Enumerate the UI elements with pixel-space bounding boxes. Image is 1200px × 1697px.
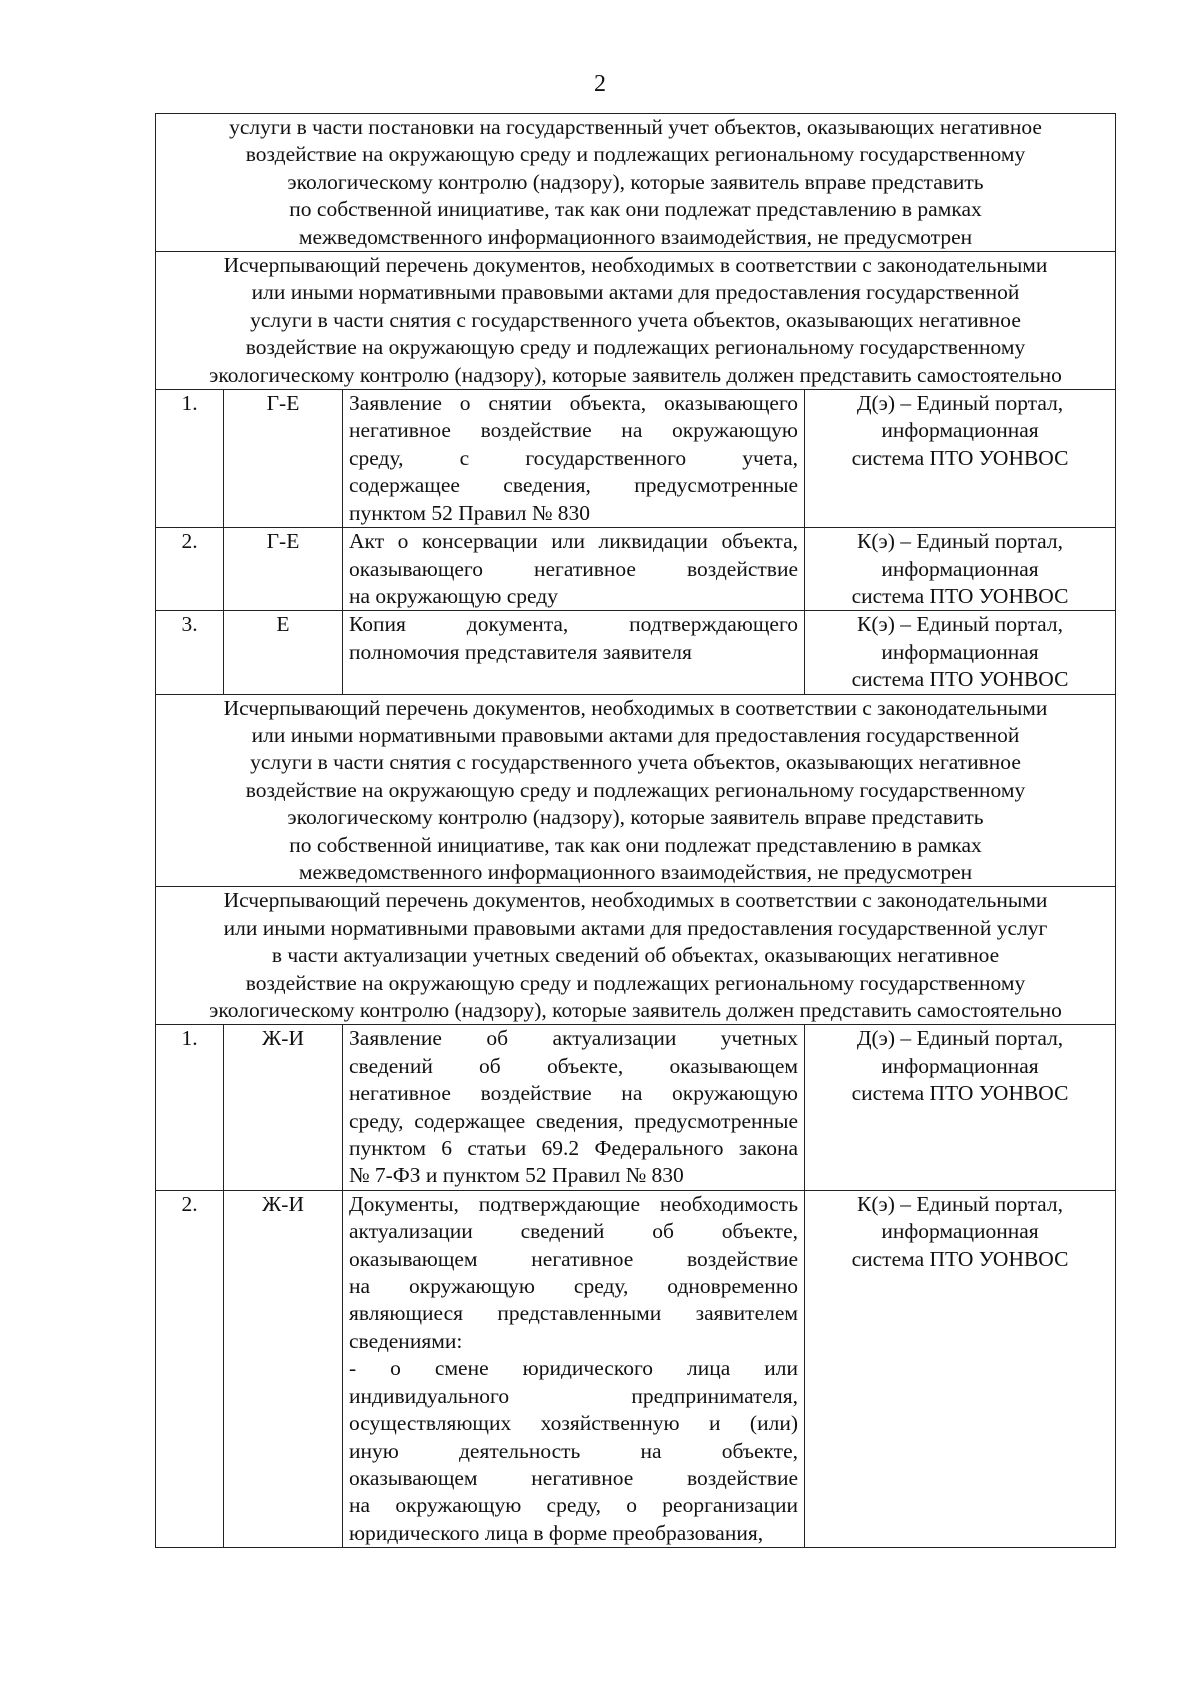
description-line: Заявление об актуализации учетных bbox=[349, 1026, 798, 1051]
description-line: пунктом 52 Правил № 830 bbox=[349, 500, 590, 525]
description-line: юридического лица в форме преобразования, bbox=[349, 1520, 764, 1545]
description-line: пунктом 6 статьи 69.2 Федерального закона bbox=[349, 1136, 798, 1161]
section-header-line: экологическому контролю (надзору), которые заявитель вправе представить bbox=[287, 805, 984, 830]
section-header-line: воздействие на окружающую среду и подлежащих региональному государственному bbox=[245, 777, 1026, 802]
source-line: К(э) – Единый портал, bbox=[857, 529, 1064, 554]
section-header-line: межведомственного информационного взаимодействия, не предусмотрен bbox=[298, 859, 973, 884]
row-code: Е bbox=[224, 611, 343, 694]
description-line: Акт о консервации или ликвидации объекта, bbox=[349, 529, 798, 554]
section-header-line: по собственной инициативе, так как они подлежат представлению в рамках bbox=[289, 197, 982, 222]
source-line: информационная bbox=[881, 639, 1039, 664]
source-line: система ПТО УОНВОС bbox=[851, 1081, 1069, 1106]
source-line: система ПТО УОНВОС bbox=[851, 583, 1069, 608]
section-header-line: или иными нормативными правовыми актами для предоставления государственной bbox=[251, 280, 1020, 305]
source-line: К(э) – Единый портал, bbox=[857, 1191, 1064, 1216]
description-line: являющиеся представленными заявителем bbox=[349, 1301, 798, 1326]
source-line: информационная bbox=[881, 1053, 1039, 1078]
row-source bbox=[805, 1025, 1116, 1190]
row-number: 1. bbox=[156, 1025, 224, 1190]
description-line: оказывающего негативное воздействие bbox=[349, 556, 798, 581]
source-line: информационная bbox=[881, 418, 1039, 443]
description-line: осуществляющих хозяйственную и (или) bbox=[349, 1411, 798, 1436]
source-line: информационная bbox=[881, 556, 1039, 581]
description-line: сведениями: bbox=[349, 1328, 463, 1353]
description-line: актуализации сведений об объекте, bbox=[349, 1219, 798, 1244]
section-header bbox=[156, 114, 1116, 252]
row-code: Ж-И bbox=[224, 1025, 343, 1190]
description-line: Копия документа, подтверждающего bbox=[349, 612, 798, 637]
description-line: полномочия представителя заявителя bbox=[349, 639, 692, 664]
section-header bbox=[156, 694, 1116, 887]
description-line: сведений об объекте, оказывающем bbox=[349, 1053, 798, 1078]
source-line: Д(э) – Единый портал, bbox=[856, 1026, 1064, 1051]
section-header bbox=[156, 252, 1116, 390]
row-number: 1. bbox=[156, 390, 224, 528]
description-line: негативное воздействие на окружающую bbox=[349, 1081, 798, 1106]
row-source bbox=[805, 1190, 1116, 1547]
section-header-row bbox=[156, 887, 1116, 1025]
description-line: негативное воздействие на окружающую bbox=[349, 418, 798, 443]
documents-table-body bbox=[156, 114, 1116, 1548]
table-row bbox=[156, 528, 1116, 611]
section-header-line: или иными нормативными правовыми актами для предоставления государственной услуг bbox=[223, 915, 1048, 940]
section-header-row bbox=[156, 114, 1116, 252]
section-header-line: услуги в части постановки на государственный учет объектов, оказывающих негативное bbox=[229, 115, 1042, 139]
row-description bbox=[343, 1190, 805, 1547]
section-header-line: воздействие на окружающую среду и подлежащих региональному государственному bbox=[245, 142, 1026, 167]
source-line: К(э) – Единый портал, bbox=[857, 612, 1064, 637]
section-header-line: в части актуализации учетных сведений об объектах, оказывающих негативное bbox=[271, 943, 1000, 968]
row-code: Г-Е bbox=[224, 528, 343, 611]
section-header-line: или иными нормативными правовыми актами для предоставления государственной bbox=[251, 722, 1020, 747]
description-line: среду, с государственного учета, bbox=[349, 445, 798, 470]
page-number: 2 bbox=[594, 71, 606, 97]
table-row bbox=[156, 1190, 1116, 1547]
section-header bbox=[156, 887, 1116, 1025]
section-header-line: услуги в части снятия с государственного учета объектов, оказывающих негативное bbox=[250, 307, 1021, 332]
description-line: на окружающую среду, о реорганизации bbox=[349, 1493, 798, 1518]
row-code: Г-Е bbox=[224, 390, 343, 528]
description-line: Документы, подтверждающие необходимость bbox=[349, 1191, 798, 1216]
description-line: оказывающем негативное воздействие bbox=[349, 1465, 798, 1490]
row-description bbox=[343, 390, 805, 528]
section-header-row bbox=[156, 252, 1116, 390]
documents-table bbox=[155, 113, 1116, 1548]
description-line: индивидуального предпринимателя, bbox=[349, 1383, 798, 1408]
source-line: система ПТО УОНВОС bbox=[851, 667, 1069, 692]
row-source bbox=[805, 611, 1116, 694]
row-source bbox=[805, 528, 1116, 611]
section-header-line: услуги в части снятия с государственного учета объектов, оказывающих негативное bbox=[250, 750, 1021, 775]
description-line: оказывающем негативное воздействие bbox=[349, 1246, 798, 1271]
source-line: система ПТО УОНВОС bbox=[851, 445, 1069, 470]
description-line: Заявление о снятии объекта, оказывающего bbox=[349, 391, 798, 416]
section-header-line: экологическому контролю (надзору), которые заявитель должен представить самостоятельно bbox=[209, 998, 1062, 1022]
table-row bbox=[156, 390, 1116, 528]
section-header-line: Исчерпывающий перечень документов, необходимых в соответствии с законодательными bbox=[223, 695, 1048, 720]
section-header-line: по собственной инициативе, так как они подлежат представлению в рамках bbox=[289, 832, 982, 857]
section-header-line: межведомственного информационного взаимодействия, не предусмотрен bbox=[298, 224, 973, 249]
description-line: содержащее сведения, предусмотренные bbox=[349, 473, 798, 498]
section-header-line: экологическому контролю (надзору), которые заявитель должен представить самостоятельно bbox=[209, 362, 1062, 387]
section-header-line: Исчерпывающий перечень документов, необходимых в соответствии с законодательными bbox=[223, 888, 1048, 913]
table-row bbox=[156, 1025, 1116, 1190]
table-row bbox=[156, 611, 1116, 694]
section-header-line: экологическому контролю (надзору), которые заявитель вправе представить bbox=[287, 169, 984, 194]
description-line: среду, содержащее сведения, предусмотренные bbox=[349, 1108, 798, 1133]
row-source bbox=[805, 390, 1116, 528]
row-description bbox=[343, 611, 805, 694]
source-line: информационная bbox=[881, 1219, 1039, 1244]
row-number: 3. bbox=[156, 611, 224, 694]
description-line: - о смене юридического лица или bbox=[349, 1356, 798, 1381]
row-number: 2. bbox=[156, 1190, 224, 1547]
row-description bbox=[343, 528, 805, 611]
description-line: № 7-ФЗ и пунктом 52 Правил № 830 bbox=[349, 1163, 684, 1188]
row-description bbox=[343, 1025, 805, 1190]
description-line: иную деятельность на объекте, bbox=[349, 1438, 798, 1463]
row-number: 2. bbox=[156, 528, 224, 611]
row-code: Ж-И bbox=[224, 1190, 343, 1547]
source-line: Д(э) – Единый портал, bbox=[856, 391, 1064, 416]
section-header-line: воздействие на окружающую среду и подлежащих региональному государственному bbox=[245, 970, 1026, 995]
description-line: на окружающую среду bbox=[349, 583, 558, 608]
description-line: на окружающую среду, одновременно bbox=[349, 1274, 798, 1299]
section-header-row bbox=[156, 694, 1116, 887]
section-header-line: Исчерпывающий перечень документов, необходимых в соответствии с законодательными bbox=[223, 253, 1048, 278]
section-header-line: воздействие на окружающую среду и подлежащих региональному государственному bbox=[245, 335, 1026, 360]
source-line: система ПТО УОНВОС bbox=[851, 1246, 1069, 1271]
